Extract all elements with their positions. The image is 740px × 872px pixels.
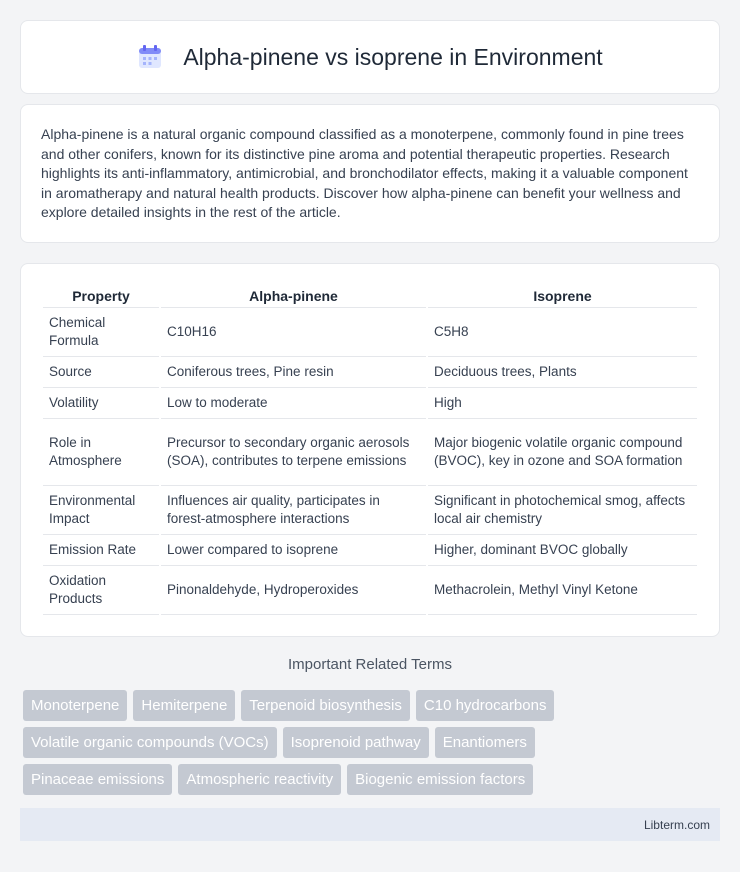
tag-vocs[interactable]: Volatile organic compounds (VOCs) (23, 727, 277, 758)
tag-pinaceae-emissions[interactable]: Pinaceae emissions (23, 764, 172, 795)
cell-isoprene: Methacrolein, Methyl Vinyl Ketone (428, 566, 697, 615)
header-property: Property (43, 284, 159, 308)
tag-terpenoid-biosynthesis[interactable]: Terpenoid biosynthesis (241, 690, 410, 721)
cell-alpha-pinene: Pinonaldehyde, Hydroperoxides (161, 566, 426, 615)
tag-row (23, 764, 723, 795)
tag-isoprenoid-pathway[interactable]: Isoprenoid pathway (283, 727, 429, 758)
tag-row (23, 690, 723, 721)
footer (20, 808, 720, 841)
header-alpha-pinene: Alpha-pinene (161, 284, 426, 308)
cell-isoprene: Major biogenic volatile organic compound (BVOC), key in ozone and SOA formation (428, 419, 697, 486)
cell-alpha-pinene: Influences air quality, participates in forest-atmosphere interactions (161, 486, 426, 535)
tag-enantiomers[interactable]: Enantiomers (435, 727, 535, 758)
table-row (43, 566, 697, 615)
table-row (43, 535, 697, 566)
intro-card (20, 104, 720, 243)
header-isoprene: Isoprene (428, 284, 697, 308)
comparison-table (41, 284, 699, 615)
footer-link[interactable]: Libterm.com (643, 817, 710, 832)
table-row (43, 388, 697, 419)
page-title: Alpha-pinene vs isoprene in Environment (183, 43, 603, 70)
cell-isoprene: Higher, dominant BVOC globally (428, 535, 697, 566)
related-terms-list (23, 690, 723, 801)
cell-alpha-pinene: Coniferous trees, Pine resin (161, 357, 426, 388)
header-card (20, 20, 720, 94)
cell-alpha-pinene: Precursor to secondary organic aerosols (SOA), contributes to terpene emissions (161, 419, 426, 486)
table-header-row (43, 284, 697, 308)
cell-property: Environmental Impact (43, 486, 159, 535)
cell-property: Chemical Formula (43, 308, 159, 357)
cell-isoprene: C5H8 (428, 308, 697, 357)
table-row (43, 419, 697, 486)
cell-isoprene: Significant in photochemical smog, affects local air chemistry (428, 486, 697, 535)
cell-alpha-pinene: C10H16 (161, 308, 426, 357)
tag-row (23, 727, 723, 758)
cell-property: Volatility (43, 388, 159, 419)
cell-alpha-pinene: Low to moderate (161, 388, 426, 419)
intro-text: Alpha-pinene is a natural organic compound classified as a monoterpene, commonly found in pine trees and other conifers, known for its distinctive pine aroma and potential therapeutic properties. Research highlights its anti-inflammatory, antimicrobial, and bronchodilator effects, making it a valuable component in aromatherapy and natural health products. Discover how alpha-pinene can benefit your wellness and explore detailed insights in the rest of the article. (41, 126, 688, 220)
cell-property: Oxidation Products (43, 566, 159, 615)
cell-isoprene: High (428, 388, 697, 419)
tag-hemiterpene[interactable]: Hemiterpene (133, 690, 235, 721)
related-terms-title: Important Related Terms (288, 656, 452, 673)
tag-monoterpene[interactable]: Monoterpene (23, 690, 127, 721)
calendar-icon (137, 44, 163, 70)
cell-isoprene: Deciduous trees, Plants (428, 357, 697, 388)
cell-property: Emission Rate (43, 535, 159, 566)
table-row (43, 357, 697, 388)
cell-property: Source (43, 357, 159, 388)
tag-biogenic-emission-factors[interactable]: Biogenic emission factors (347, 764, 533, 795)
table-row (43, 486, 697, 535)
cell-alpha-pinene: Lower compared to isoprene (161, 535, 426, 566)
table-row (43, 308, 697, 357)
tag-c10-hydrocarbons[interactable]: C10 hydrocarbons (416, 690, 555, 721)
comparison-card (20, 263, 720, 637)
cell-property: Role in Atmosphere (43, 419, 159, 486)
tag-atmospheric-reactivity[interactable]: Atmospheric reactivity (178, 764, 341, 795)
